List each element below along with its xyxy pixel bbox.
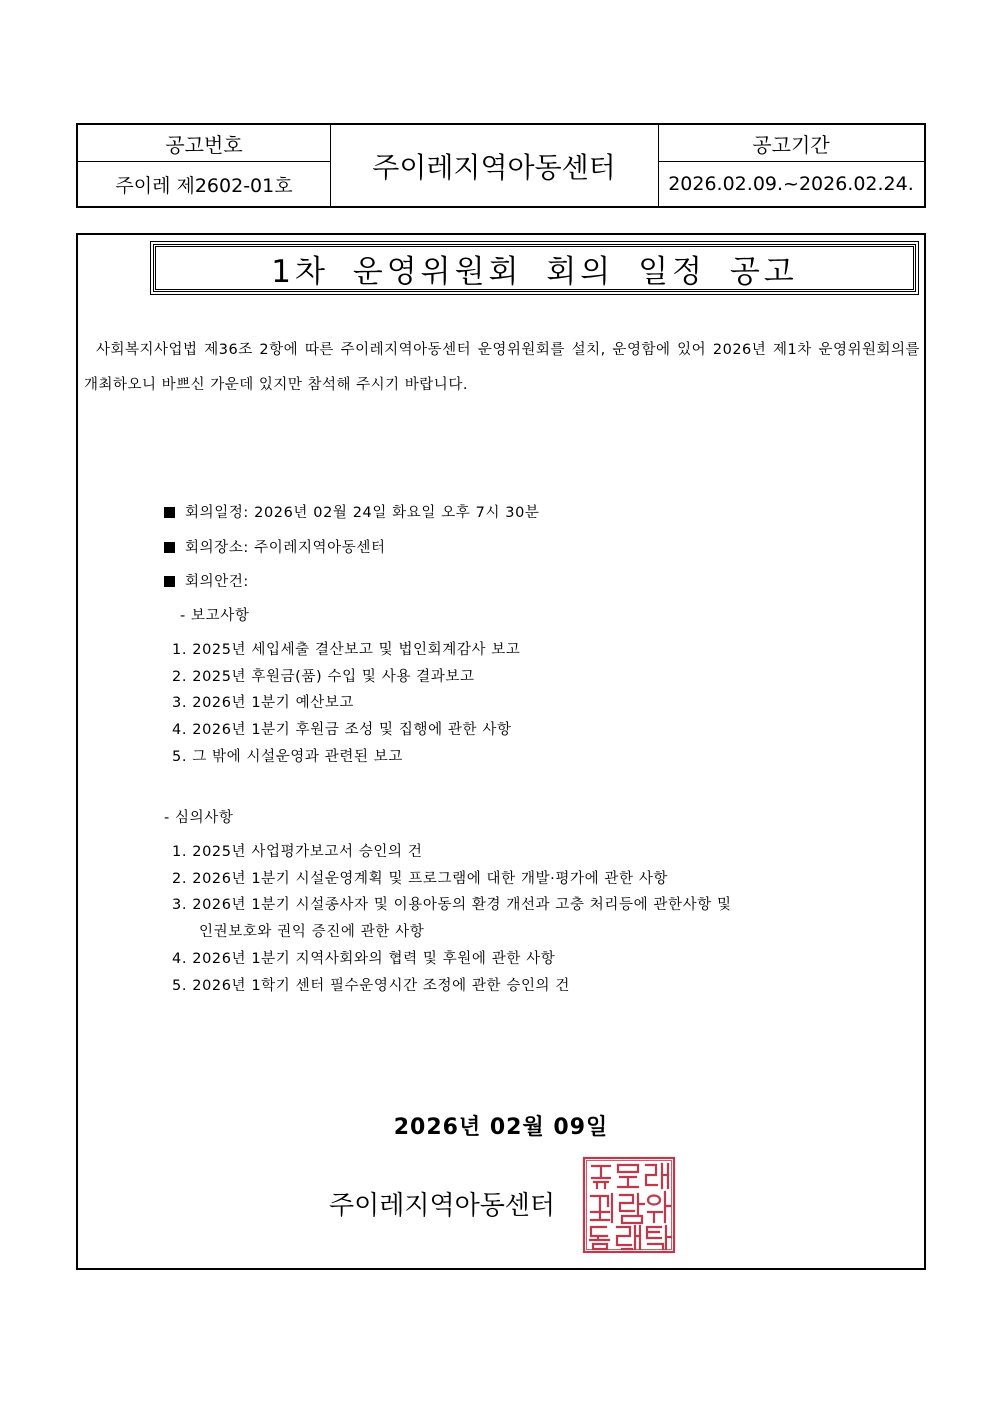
meeting-place-row [164,536,386,557]
report-item: 4. 2026년 1분기 후원금 조성 및 집행에 관한 사항 [172,722,512,738]
official-seal-stamp-icon [582,1156,676,1254]
notice-period-value: 2026.02.09.~2026.02.24. [668,173,914,195]
review-item: 4. 2026년 1분기 지역사회와의 협력 및 후원에 관한 사항 [172,951,556,967]
notice-period-label: 공고기간 [658,125,924,162]
meeting-date-row [164,501,540,522]
meeting-place: 회의장소: 주이레지역아동센터 [185,540,386,556]
notice-number-label: 공고번호 [78,125,330,162]
square-bullet-icon [164,542,175,553]
square-bullet-icon [164,507,175,518]
review-item: 2. 2026년 1분기 시설운영계획 및 프로그램에 대한 개발·평가에 관한 사항 [172,871,669,887]
review-item: 3. 2026년 1분기 시설종사자 및 이용아동의 환경 개선과 고충 처리등에 관한사항 및 [172,897,732,913]
notice-number-column [78,125,331,206]
organization-name: 주이레지역아동센터 [372,150,616,184]
notice-period-column [658,125,924,206]
review-item: 5. 2026년 1학기 센터 필수운영시간 조정에 관한 승인의 건 [172,978,570,994]
report-item: 5. 그 밖에 시설운영과 관련된 보고 [172,749,403,765]
document-title: 1차 운영위원회 회의 일정 공고 [153,244,916,292]
issue-date: 2026년 02월 09일 [393,1115,609,1140]
intro-paragraph: 사회복지사업법 제36조 2항에 따른 주이레지역아동센터 운영위원회를 설치, 운영함에 있어 2026년 제1차 운영위원회의를 개최하오니 바쁘신 가운데 있지만 참석해 주시기 바랍니다. [84,342,920,393]
report-item: 2. 2025년 후원금(품) 수입 및 사용 결과보고 [172,669,475,685]
review-heading: - 심의사항 [164,810,234,826]
notice-body [76,233,926,1270]
issuer-name: 주이레지역아동센터 [329,1191,556,1221]
report-item: 3. 2026년 1분기 예산보고 [172,695,355,711]
meeting-agenda: 회의안건: [185,574,249,590]
report-heading: - 보고사항 [180,608,250,624]
meeting-agenda-row [164,570,249,591]
review-item: 1. 2025년 사업평가보고서 승인의 건 [172,844,423,860]
notice-number-value: 주이레 제2602-01호 [115,174,293,197]
meeting-date: 회의일정: 2026년 02월 24일 화요일 오후 7시 30분 [185,505,540,521]
square-bullet-icon [164,576,175,587]
review-item-continued: 인권보호와 권익 증진에 관한 사항 [199,924,425,940]
notice-header-table [76,123,926,208]
report-item: 1. 2025년 세입세출 결산보고 및 법인회계감사 보고 [172,642,521,658]
organization-column [330,125,659,206]
